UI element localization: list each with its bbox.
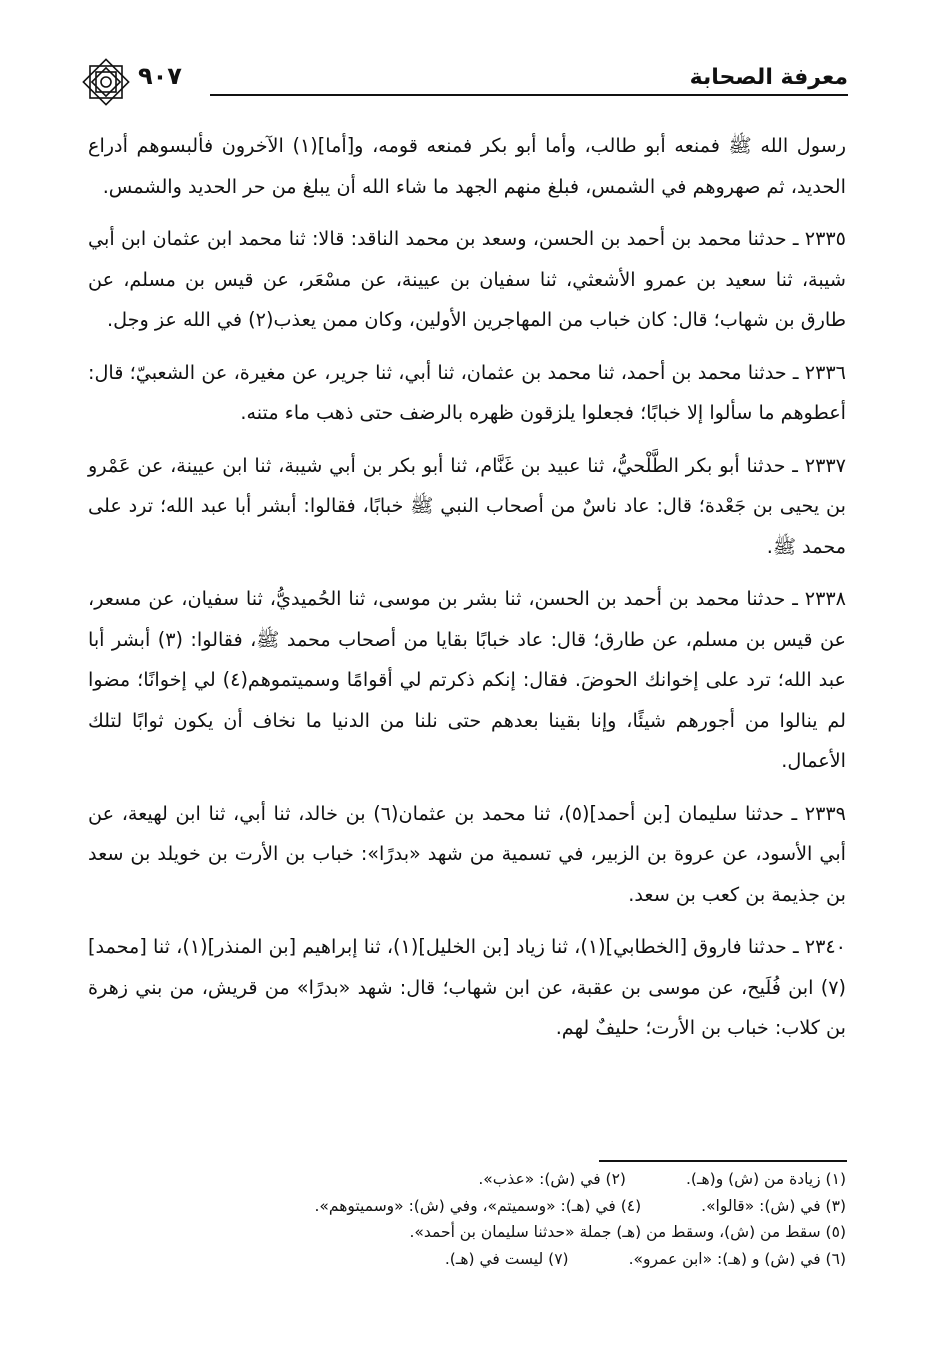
footnote: (٥) سقط من (ش)، وسقط من (هـ) جملة «حدثنا سليمان بن أحمد». — [409, 1223, 846, 1241]
footnote-row — [88, 1246, 846, 1273]
footnote-row — [88, 1219, 846, 1246]
star-ornament-icon — [80, 56, 132, 108]
running-header — [80, 50, 848, 96]
page-number: ٩٠٧ — [138, 62, 182, 90]
header-rule — [210, 94, 848, 96]
paragraph: ٢٣٣٨ ـ حدثنا محمد بن أحمد بن الحسن، ثنا بشر بن موسى، ثنا الحُميديُّ، ثنا سفيان، عن مسعر، عن قيس بن مسلم، عن طارق؛ قال: عاد خبابًا بقايا من أصحاب محمد ﷺ، فقالوا: (٣) أبشر أبا عبد الله؛ ترد على إخوانك الحوضَ. فقال: إنكم ذكرتم لي أقوامًا وسميتموهم(٤) لي إخوانًا؛ مضوا لم ينالوا من أجورهم شيئًا، وإنا بقينا بعدهم حتى نلنا من الدنيا ما نخاف أن يكون ثوابًا لتلك الأعمال. — [88, 587, 847, 772]
paragraph: ٢٣٤٠ ـ حدثنا فاروق [الخطابي](١)، ثنا زياد [بن الخليل](١)، ثنا إبراهيم [بن المنذر](١)، ثنا [محمد](٧) ابن فُلَيح، عن موسى بن عقبة، عن ابن شهاب؛ قال: شهد «بدرًا» من قريش، من بني زهرة بن كلاب: خباب بن الأرت؛ حليفٌ لهم. — [88, 935, 846, 1039]
paragraph: ٢٣٣٧ ـ حدثنا أبو بكر الطَّلْحيُّ، ثنا عبيد بن غَنَّام، ثنا أبو بكر بن أبي شيبة، ثنا ابن عيينة، عن عَمْرو بن يحيى بن جَعْدة؛ قال: عاد ناسٌ من أصحاب النبي ﷺ خبابًا، فقالوا: أبشر أبا عبد الله؛ ترد على محمد ﷺ. — [88, 453, 846, 558]
footnote: (٤) في (هـ): «وسميتم»، وفي (ش): «وسميتوهم». — [314, 1196, 642, 1215]
paragraph: ٢٣٣٩ ـ حدثنا سليمان [بن أحمد](٥)، ثنا محمد بن عثمان(٦) بن خالد، ثنا أبي، ثنا ابن لهيعة، عن أبي الأسود، عن عروة بن الزبير، في تسمية من شهد «بدرًا»: خباب بن الأرت بن خويلد بن سعد بن جذيمة بن كعب بن سعد. — [88, 801, 846, 906]
footnote: (٣) في (ش): «قالوا». — [701, 1196, 846, 1215]
paragraph: ٢٣٣٥ ـ حدثنا محمد بن أحمد بن الحسن، وسعد بن محمد الناقد: قالا: ثنا محمد ابن عثمان ابن أبي شيبة، ثنا سعيد بن عمرو الأشعثي، ثنا سفيان بن عيينة، عن مسْعَر، عن قيس بن مسلم، عن طارق بن شهاب؛ قال: كان خباب من المهاجرين الأولين، وكان ممن يعذب(٢) في الله عز وجل. — [88, 227, 846, 331]
footnote: (٦) في (ش) و (هـ): «ابن عمرو». — [628, 1249, 846, 1268]
footnotes — [88, 1166, 846, 1272]
header-title: معرفة الصحابة — [689, 65, 848, 90]
footnote-row — [88, 1193, 846, 1220]
footnote: (١) زيادة من (ش) و(هـ). — [685, 1170, 846, 1188]
footnote-row — [88, 1166, 846, 1193]
footnote-rule — [599, 1160, 847, 1162]
footnote: (٧) ليست في (هـ). — [444, 1249, 569, 1268]
paragraph: رسول الله ﷺ فمنعه أبو طالب، وأما أبو بكر فمنعه قومه، و[أما](١) الآخرون فألبسوهم أدراع الحديد، ثم صهروهم في الشمس، فبلغ منهم الجهد ما شاء الله أن يبلغ من حر الحديد والشمس. — [88, 134, 846, 198]
footnote: (٢) في (ش): «عذب». — [478, 1170, 626, 1188]
paragraph: ٢٣٣٦ ـ حدثنا محمد بن أحمد، ثنا محمد بن عثمان، ثنا أبي، ثنا جرير، عن مغيرة، عن الشعبيّ؛ قال: أعطوهم ما سألوا إلا خبابًا؛ فجعلوا يلزقون ظهره بالرضف حتى ذهب ماء متنه. — [88, 360, 846, 424]
main-text — [88, 126, 846, 1061]
